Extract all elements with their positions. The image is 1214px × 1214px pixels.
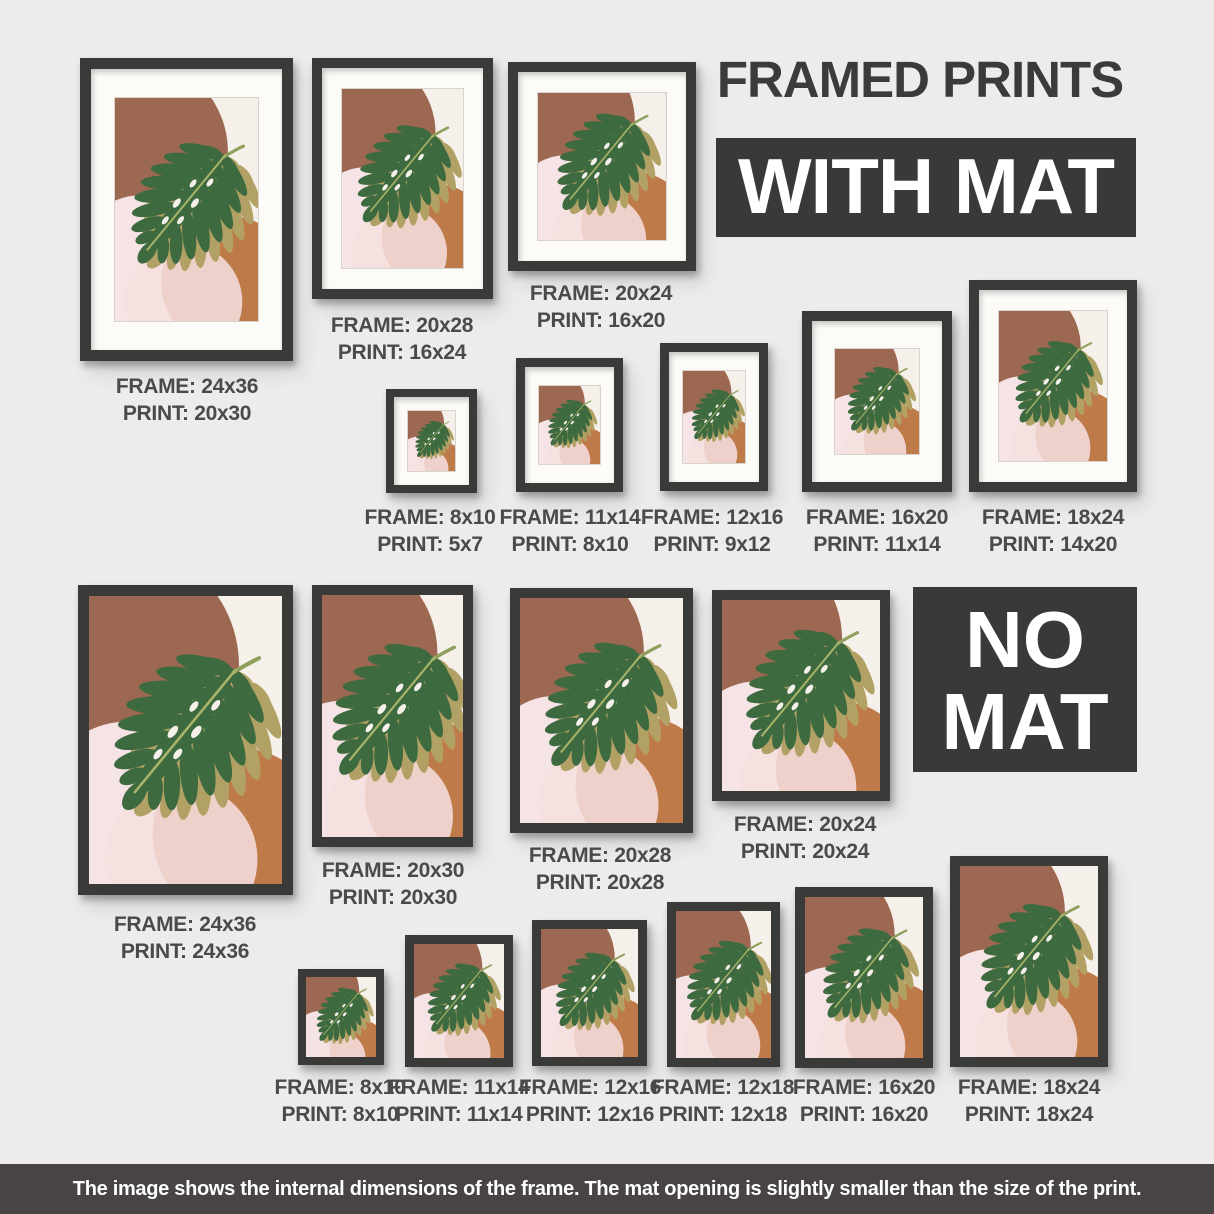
frame-glass [414,944,504,1058]
print-size: PRINT: 11x14 [395,1102,523,1126]
size-label [491,281,711,335]
print-size: PRINT: 11x14 [813,532,941,556]
frame-size: FRAME: 8x10 [364,506,496,529]
frame-size: FRAME: 18x24 [957,1076,1101,1099]
frame-size: FRAME: 12x16 [640,506,784,529]
artwork-monstera [960,866,1098,1057]
framed-print-with-mat-20x24 [508,62,696,271]
with-mat-banner: WITH MAT [716,138,1136,237]
framed-print-with-mat-11x14 [516,358,623,492]
frame-size: FRAME: 20x30 [321,859,465,882]
artwork-monstera [537,92,666,241]
artwork-monstera [682,370,747,464]
artwork-monstera [676,911,771,1058]
frame-size: FRAME: 11x14 [388,1076,530,1099]
print-size: PRINT: 14x20 [988,532,1118,556]
framed-print-no-mat-18x24 [950,856,1108,1067]
artwork-monstera [520,598,683,823]
framed-print-no-mat-8x10 [298,969,384,1065]
print-size: PRINT: 12x16 [525,1102,655,1126]
artwork-monstera [322,595,463,837]
frame-glass [960,866,1098,1057]
framed-print-no-mat-16x20 [795,887,933,1068]
frame-size: FRAME: 16x20 [792,1076,936,1099]
print-size: PRINT: 16x20 [799,1102,929,1126]
mat-board [812,321,942,482]
print-size: PRINT: 8x10 [281,1102,399,1126]
framed-print-with-mat-16x20 [802,311,952,492]
frame-glass [722,600,880,791]
artwork-monstera [722,600,880,791]
print-size: PRINT: 9x12 [653,532,771,556]
artwork-monstera [341,88,463,269]
size-label [283,858,503,912]
no-mat-line2: MAT [941,677,1109,766]
mat-board [979,290,1127,482]
print-size: PRINT: 12x18 [658,1102,788,1126]
page-title: FRAMED PRINTS [716,51,1124,108]
framed-print-no-mat-12x18 [667,902,780,1067]
framed-print-with-mat-12x16 [660,343,768,491]
frame-glass [306,977,376,1057]
frame-size: FRAME: 11x14 [499,506,641,529]
mat-board [525,367,614,483]
artwork-monstera [998,310,1108,462]
frame-size: FRAME: 16x20 [805,506,949,529]
framed-print-no-mat-11x14 [405,935,513,1067]
artwork-monstera [407,410,457,472]
framed-print-with-mat-8x10 [386,389,477,493]
framed-print-no-mat-20x28 [510,588,693,833]
artwork-monstera [306,977,376,1057]
frame-size: FRAME: 8x10 [274,1076,406,1099]
frame-size: FRAME: 20x28 [528,844,672,867]
size-label [943,505,1163,559]
frame-glass [322,595,463,837]
frame-glass [520,598,683,823]
mat-board [518,72,686,261]
footer-note: The image shows the internal dimensions of the frame. The mat opening is slightly smaller than the size of the print. [72,1177,1142,1200]
artwork-monstera [834,348,920,456]
print-size: PRINT: 20x28 [535,870,665,894]
size-label [695,812,915,866]
print-size: PRINT: 20x30 [328,885,458,909]
print-size: PRINT: 16x24 [337,340,467,364]
frame-glass [676,911,771,1058]
size-label [77,374,297,428]
frame-glass [89,596,282,884]
frame-glass [541,929,638,1057]
size-label [919,1075,1139,1129]
no-mat-line1: NO [965,595,1085,684]
mat-board [394,397,469,485]
mat-board [91,69,282,350]
print-size: PRINT: 16x20 [536,308,666,332]
mat-board [669,352,759,482]
size-label [75,912,295,966]
print-size: PRINT: 8x10 [511,532,629,556]
frame-glass [805,897,923,1058]
frame-size: FRAME: 12x16 [518,1076,662,1099]
mat-board [322,68,483,289]
print-size: PRINT: 24x36 [120,939,250,963]
framed-print-with-mat-24x36 [80,58,293,361]
framed-print-no-mat-12x16 [532,920,647,1066]
artwork-monstera [414,944,504,1058]
frame-size: FRAME: 20x24 [529,282,673,305]
framed-print-with-mat-18x24 [969,280,1137,492]
framed-print-no-mat-20x30 [312,585,473,847]
frame-size: FRAME: 24x36 [115,375,259,398]
artwork-monstera [114,97,259,322]
frame-size: FRAME: 18x24 [981,506,1125,529]
print-size: PRINT: 18x24 [964,1102,1094,1126]
artwork-monstera [89,596,282,884]
size-label [490,843,710,897]
print-size: PRINT: 20x30 [122,401,252,425]
frame-size: FRAME: 24x36 [113,913,257,936]
framed-print-with-mat-20x28 [312,58,493,299]
artwork-monstera [541,929,638,1057]
print-size: PRINT: 5x7 [377,532,483,556]
size-label [292,313,512,367]
no-mat-banner [913,587,1137,772]
print-size: PRINT: 20x24 [740,839,870,863]
footer-note-bar [0,1164,1214,1214]
framed-print-no-mat-24x36 [78,585,293,895]
framed-print-no-mat-20x24 [712,590,890,801]
frame-size: FRAME: 20x24 [733,813,877,836]
frame-size: FRAME: 20x28 [330,314,474,337]
artwork-monstera [805,897,923,1058]
artwork-monstera [538,385,600,465]
frame-size: FRAME: 12x18 [651,1076,795,1099]
